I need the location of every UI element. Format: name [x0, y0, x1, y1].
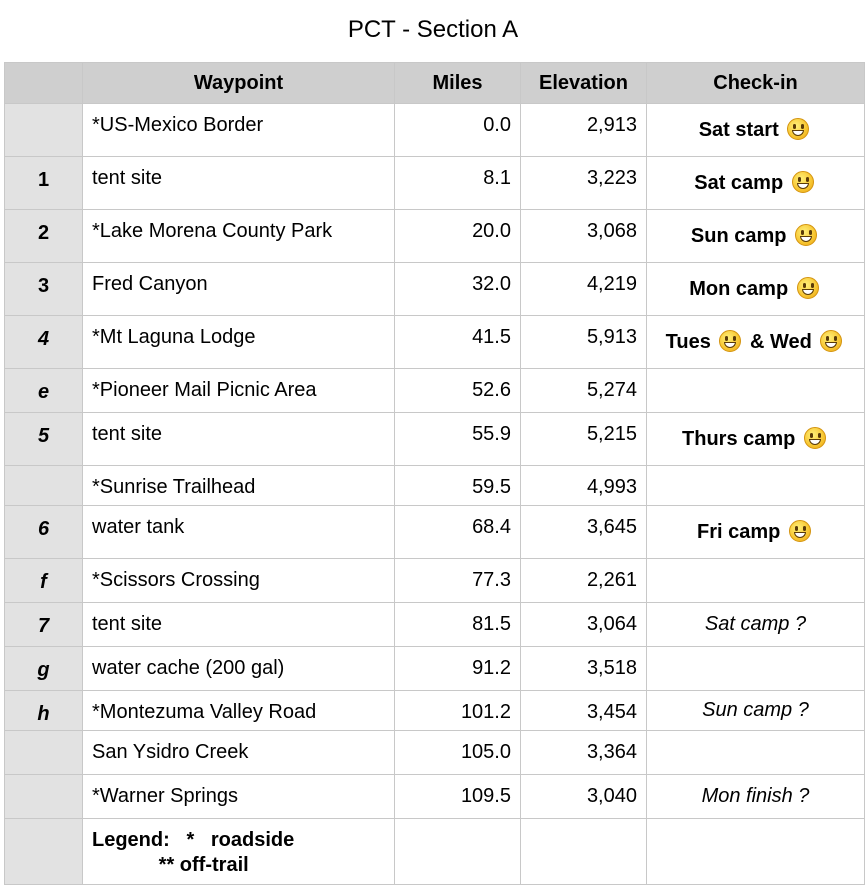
- check-in-cell[interactable]: [647, 316, 865, 369]
- header-row: [5, 63, 865, 104]
- check-in-cell[interactable]: [647, 157, 865, 210]
- row-index-cell[interactable]: 7: [5, 603, 83, 647]
- check-in-text: Sat camp: [694, 172, 784, 194]
- waypoint-cell[interactable]: *US-Mexico Border: [83, 104, 395, 157]
- waypoint-cell[interactable]: San Ysidro Creek: [83, 731, 395, 775]
- legend-row: [5, 819, 865, 885]
- row-index-cell[interactable]: 3: [5, 263, 83, 316]
- miles-cell[interactable]: 32.0: [395, 263, 521, 316]
- elevation-cell[interactable]: 3,068: [521, 210, 647, 263]
- row-index-cell[interactable]: g: [5, 647, 83, 691]
- grinning-face-icon: [820, 330, 842, 352]
- table-row: [5, 775, 865, 819]
- header-elevation[interactable]: Elevation: [521, 63, 647, 104]
- table-row: [5, 104, 865, 157]
- grinning-face-icon: [792, 171, 814, 193]
- check-in-cell[interactable]: [647, 647, 865, 691]
- grinning-face-icon: [804, 427, 826, 449]
- grinning-face-icon: [789, 520, 811, 542]
- miles-cell[interactable]: 91.2: [395, 647, 521, 691]
- check-in-text: Sat camp ?: [704, 613, 807, 635]
- waypoint-cell[interactable]: *Lake Morena County Park: [83, 210, 395, 263]
- check-in-text: Sat start: [698, 119, 779, 141]
- miles-cell[interactable]: 20.0: [395, 210, 521, 263]
- check-in-text: Sun camp ?: [702, 699, 809, 721]
- miles-cell[interactable]: 41.5: [395, 316, 521, 369]
- miles-cell[interactable]: 52.6: [395, 369, 521, 413]
- table-row: [5, 506, 865, 559]
- check-in-cell[interactable]: [647, 603, 865, 647]
- table-row: [5, 157, 865, 210]
- check-in-cell[interactable]: [647, 506, 865, 559]
- elevation-cell[interactable]: 2,261: [521, 559, 647, 603]
- elevation-cell[interactable]: 3,364: [521, 731, 647, 775]
- check-in-cell[interactable]: [647, 210, 865, 263]
- header-miles[interactable]: Miles: [395, 63, 521, 104]
- waypoint-cell[interactable]: water cache (200 gal): [83, 647, 395, 691]
- check-in-cell[interactable]: [647, 691, 865, 731]
- check-in-text: Mon camp: [689, 278, 789, 300]
- waypoint-cell[interactable]: *Montezuma Valley Road: [83, 691, 395, 731]
- miles-cell[interactable]: 109.5: [395, 775, 521, 819]
- check-in-cell[interactable]: [647, 731, 865, 775]
- waypoint-cell[interactable]: tent site: [83, 157, 395, 210]
- waypoint-cell[interactable]: *Pioneer Mail Picnic Area: [83, 369, 395, 413]
- miles-cell[interactable]: 68.4: [395, 506, 521, 559]
- elevation-cell[interactable]: 5,215: [521, 413, 647, 466]
- waypoint-cell[interactable]: *Mt Laguna Lodge: [83, 316, 395, 369]
- waypoint-cell[interactable]: *Sunrise Trailhead: [83, 466, 395, 506]
- elevation-cell[interactable]: 2,913: [521, 104, 647, 157]
- grinning-face-icon: [719, 330, 741, 352]
- elevation-cell[interactable]: 3,064: [521, 603, 647, 647]
- legend-elev-cell[interactable]: [521, 819, 647, 885]
- miles-cell[interactable]: 0.0: [395, 104, 521, 157]
- check-in-cell[interactable]: [647, 559, 865, 603]
- waypoint-cell[interactable]: tent site: [83, 413, 395, 466]
- row-index-cell[interactable]: 4: [5, 316, 83, 369]
- check-in-cell[interactable]: [647, 369, 865, 413]
- check-in-cell[interactable]: [647, 413, 865, 466]
- waypoint-cell[interactable]: *Warner Springs: [83, 775, 395, 819]
- check-in-text: Sun camp: [690, 225, 787, 247]
- elevation-cell[interactable]: 3,518: [521, 647, 647, 691]
- table-row: [5, 559, 865, 603]
- miles-cell[interactable]: 81.5: [395, 603, 521, 647]
- legend-index-cell[interactable]: [5, 819, 83, 885]
- grinning-face-icon: [795, 224, 817, 246]
- check-in-text: Mon finish ?: [701, 785, 810, 807]
- elevation-cell[interactable]: 3,645: [521, 506, 647, 559]
- table-row: [5, 647, 865, 691]
- row-index-cell[interactable]: 5: [5, 413, 83, 466]
- elevation-cell[interactable]: 4,993: [521, 466, 647, 506]
- row-index-cell[interactable]: [5, 466, 83, 506]
- legend-cell[interactable]: [83, 819, 395, 885]
- row-index-cell[interactable]: e: [5, 369, 83, 413]
- check-in-text: Fri camp: [697, 521, 781, 543]
- row-index-cell[interactable]: [5, 775, 83, 819]
- elevation-cell[interactable]: 5,274: [521, 369, 647, 413]
- miles-cell[interactable]: 55.9: [395, 413, 521, 466]
- miles-cell[interactable]: 8.1: [395, 157, 521, 210]
- row-index-cell[interactable]: [5, 731, 83, 775]
- legend-line-roadside: Legend: * roadside: [92, 829, 295, 851]
- check-in-text: Thurs camp: [682, 428, 796, 450]
- waypoint-table: [4, 62, 865, 885]
- miles-cell[interactable]: 77.3: [395, 559, 521, 603]
- table-row: [5, 210, 865, 263]
- row-index-cell[interactable]: f: [5, 559, 83, 603]
- check-in-cell[interactable]: [647, 466, 865, 506]
- check-in-cell[interactable]: [647, 104, 865, 157]
- row-index-cell[interactable]: 6: [5, 506, 83, 559]
- waypoint-cell[interactable]: Fred Canyon: [83, 263, 395, 316]
- table-row: [5, 466, 865, 506]
- elevation-cell[interactable]: 3,040: [521, 775, 647, 819]
- row-index-cell[interactable]: h: [5, 691, 83, 731]
- header-check-in[interactable]: Check-in: [647, 63, 865, 104]
- miles-cell[interactable]: 105.0: [395, 731, 521, 775]
- waypoint-cell[interactable]: tent site: [83, 603, 395, 647]
- row-index-cell[interactable]: [5, 104, 83, 157]
- row-index-cell[interactable]: 1: [5, 157, 83, 210]
- legend-line-off-trail: ** off-trail: [92, 854, 249, 876]
- elevation-cell[interactable]: 3,454: [521, 691, 647, 731]
- check-in-cell[interactable]: [647, 775, 865, 819]
- waypoint-cell[interactable]: *Scissors Crossing: [83, 559, 395, 603]
- legend-miles-cell[interactable]: [395, 819, 521, 885]
- check-in-cell[interactable]: [647, 263, 865, 316]
- elevation-cell[interactable]: 5,913: [521, 316, 647, 369]
- miles-cell[interactable]: 59.5: [395, 466, 521, 506]
- legend-check-cell[interactable]: [647, 819, 865, 885]
- check-in-text: & Wed: [749, 331, 812, 353]
- grinning-face-icon: [797, 277, 819, 299]
- header-index[interactable]: [5, 63, 83, 104]
- table-row: [5, 263, 865, 316]
- table-row: [5, 369, 865, 413]
- table-row: [5, 731, 865, 775]
- table-row: [5, 413, 865, 466]
- waypoint-cell[interactable]: water tank: [83, 506, 395, 559]
- table-row: [5, 603, 865, 647]
- sheet-title: PCT - Section A: [347, 16, 519, 43]
- row-index-cell[interactable]: 2: [5, 210, 83, 263]
- elevation-cell[interactable]: 3,223: [521, 157, 647, 210]
- header-waypoint[interactable]: Waypoint: [83, 63, 395, 104]
- table-row: [5, 691, 865, 731]
- grinning-face-icon: [787, 118, 809, 140]
- elevation-cell[interactable]: 4,219: [521, 263, 647, 316]
- miles-cell[interactable]: 101.2: [395, 691, 521, 731]
- table-row: [5, 316, 865, 369]
- check-in-text: Tues: [665, 331, 711, 353]
